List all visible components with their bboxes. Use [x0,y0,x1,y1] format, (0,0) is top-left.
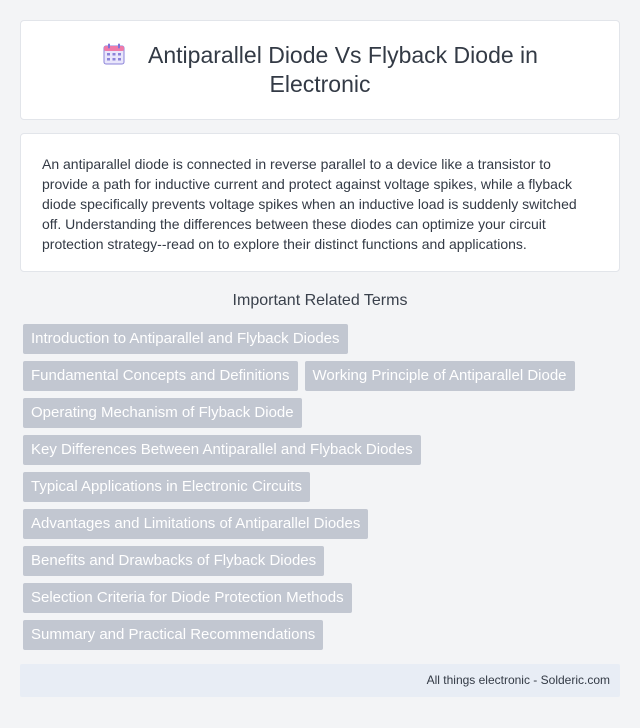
footer [20,664,620,697]
tag-row [23,361,621,391]
intro-card [20,133,620,272]
term-tag[interactable]: Summary and Practical Recommendations [23,620,323,650]
page-title [61,41,579,99]
calendar-icon [102,42,126,66]
term-tag[interactable]: Selection Criteria for Diode Protection Methods [23,583,352,613]
tag-row [23,620,621,650]
term-tag[interactable]: Typical Applications in Electronic Circuits [23,472,310,502]
term-tag[interactable]: Key Differences Between Antiparallel and Flyback Diodes [23,435,421,465]
term-tag[interactable]: Fundamental Concepts and Definitions [23,361,298,391]
related-terms-list [23,324,621,657]
term-tag[interactable]: Introduction to Antiparallel and Flyback Diodes [23,324,348,354]
intro-paragraph: An antiparallel diode is connected in reverse parallel to a device like a transistor to provide a path for inductive current and protect against voltage spikes, while a flyback diode specifically prevents voltage spikes when an inductive load is suddenly switched off. Understanding the differences between these diodes can optimize your circuit protection strategy--read on to explore their distinct functions and applications. [42,156,577,252]
term-tag[interactable]: Advantages and Limitations of Antiparallel Diodes [23,509,368,539]
tag-row [23,583,621,613]
tag-row [23,435,621,465]
footer-text: All things electronic - Solderic.com [426,673,610,687]
term-tag[interactable]: Operating Mechanism of Flyback Diode [23,398,302,428]
tag-row [23,509,621,539]
related-terms-heading: Important Related Terms [232,292,408,309]
tag-row [23,324,621,354]
tag-row [23,472,621,502]
page-title-text: Antiparallel Diode Vs Flyback Diode in Electronic [148,42,538,97]
title-card [20,20,620,120]
tag-row [23,398,621,428]
term-tag[interactable]: Benefits and Drawbacks of Flyback Diodes [23,546,324,576]
tag-row [23,546,621,576]
term-tag[interactable]: Working Principle of Antiparallel Diode [305,361,575,391]
